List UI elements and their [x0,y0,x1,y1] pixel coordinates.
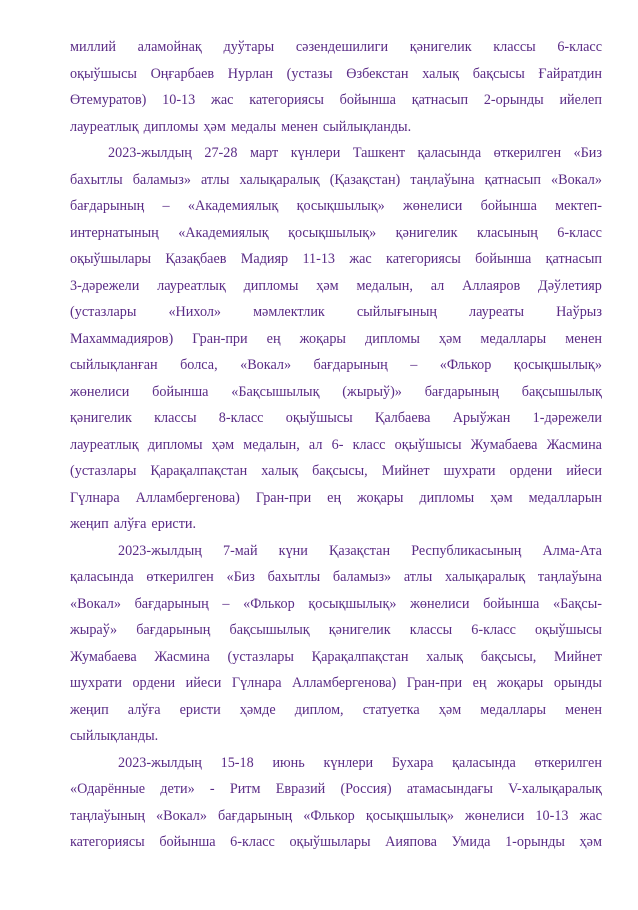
text-line: таңлаўының «Вокал» бағдарының «Флькор қосықшылық» жөнелиси 10-13 жас [70,807,602,824]
text-line: Махаммадияров) Гран-при ең жоқары дипломы ҳәм медаллары менен [70,330,602,347]
text-line: «Вокал» бағдарының – «Флькор қосықшылық» жөнелиси бойынша «Бақсы- [70,595,602,612]
text-line: бахытлы баламыз» атлы халықаралық (Қазақстан) таңлаўына қатнасып «Вокал» [70,171,602,188]
text-line: шухрати ордени ийеси Гүлнара Алламбергенова) Гран-при ең жоқары орынды [70,675,602,691]
text-line: сыйлықланды. [70,728,159,744]
text-line: Өтемуратов) 10-13 жас категориясы бойынша қатнасып 2-орынды ийелеп [70,92,602,108]
text-line: 2023-жылдың 15-18 июнь күнлери Бухара қаласында өткерилген [118,754,602,771]
text-line: «Одарённые дети» - Ритм Евразий (Россия) атамасындағы V-халықаралық [70,781,602,797]
text-line: жеңип алўға еристи ҳәмде диплом, статуетка ҳәм медаллары менен [70,701,602,718]
text-line: лауреатлық дипломы ҳәм медалын, ал 6- класс оқыўшысы Жумабаева Жасмина [70,436,602,453]
text-line: сыйлықланған болса, «Вокал» бағдарының – «Флькор қосықшылық» [70,357,602,373]
text-line: 2023-жылдың 7-май күни Қазақстан Республикасының Алма-Ата [118,542,602,559]
text-line: 3-дәрежели лауреатлық дипломы ҳәм медалын, ал Аллаяров Дәўлетияр [70,277,602,294]
text-line: миллий аламойнақ дуўтары сәзендешилиги қәнигелик классы 6-класс [70,39,602,55]
text-line: интернатының «Академиялық қосықшылық» қәнигелик класының 6-класс [70,224,602,241]
text-line: жыраў» бағдарының бақсышылық қәнигелик классы 6-класс оқыўшысы [70,622,602,638]
text-line: оқыўшысы Оңғарбаев Нурлан (устазы Өзбекстан халық бақсысы Ғайратдин [70,65,602,82]
text-line: Жумабаева Жасмина (устазлары Қарақалпақстан халық бақсысы, Мийнет [70,648,602,665]
text-line: (устазлары Қарақалпақстан халық бақсысы, Мийнет шухрати ордени ийеси [70,463,602,479]
text-line: 2023-жылдың 27-28 март күнлери Ташкент қаласында өткерилген «Биз [108,145,602,161]
text-line: жөнелиси бойынша «Бақсышылық (жырыў)» бағдарының бақсышылық [70,383,602,400]
text-line: оқыўшылары Қазақбаев Мадияр 11-13 жас категориясы бойынша қатнасып [70,251,602,267]
text-line: (устазлары «Нихол» мәмлектлик сыйлығының лауреаты Наўрыз [70,304,602,320]
text-line: категориясы бойынша 6-класс оқыўшылары Аияпова Умида 1-орынды ҳәм [70,834,602,850]
text-line: жеңип алўға еристи. [70,516,197,532]
text-line: бағдарының – «Академиялық қосықшылық» жөнелиси бойынша мектеп- [70,198,602,214]
text-line: Гүлнара Алламбергенова) Гран-при ең жоқары дипломы ҳәм медалларын [70,489,602,506]
text-line: қаласында өткерилген «Биз бахытлы баламыз» атлы халықаралық таңлаўына [70,569,602,585]
text-line: қәнигелик классы 8-класс оқыўшысы Қалбаева Арыўжан 1-дәрежели [70,410,602,426]
text-line: лауреатлық дипломы ҳәм медалы менен сыйлықланды. [70,118,412,135]
